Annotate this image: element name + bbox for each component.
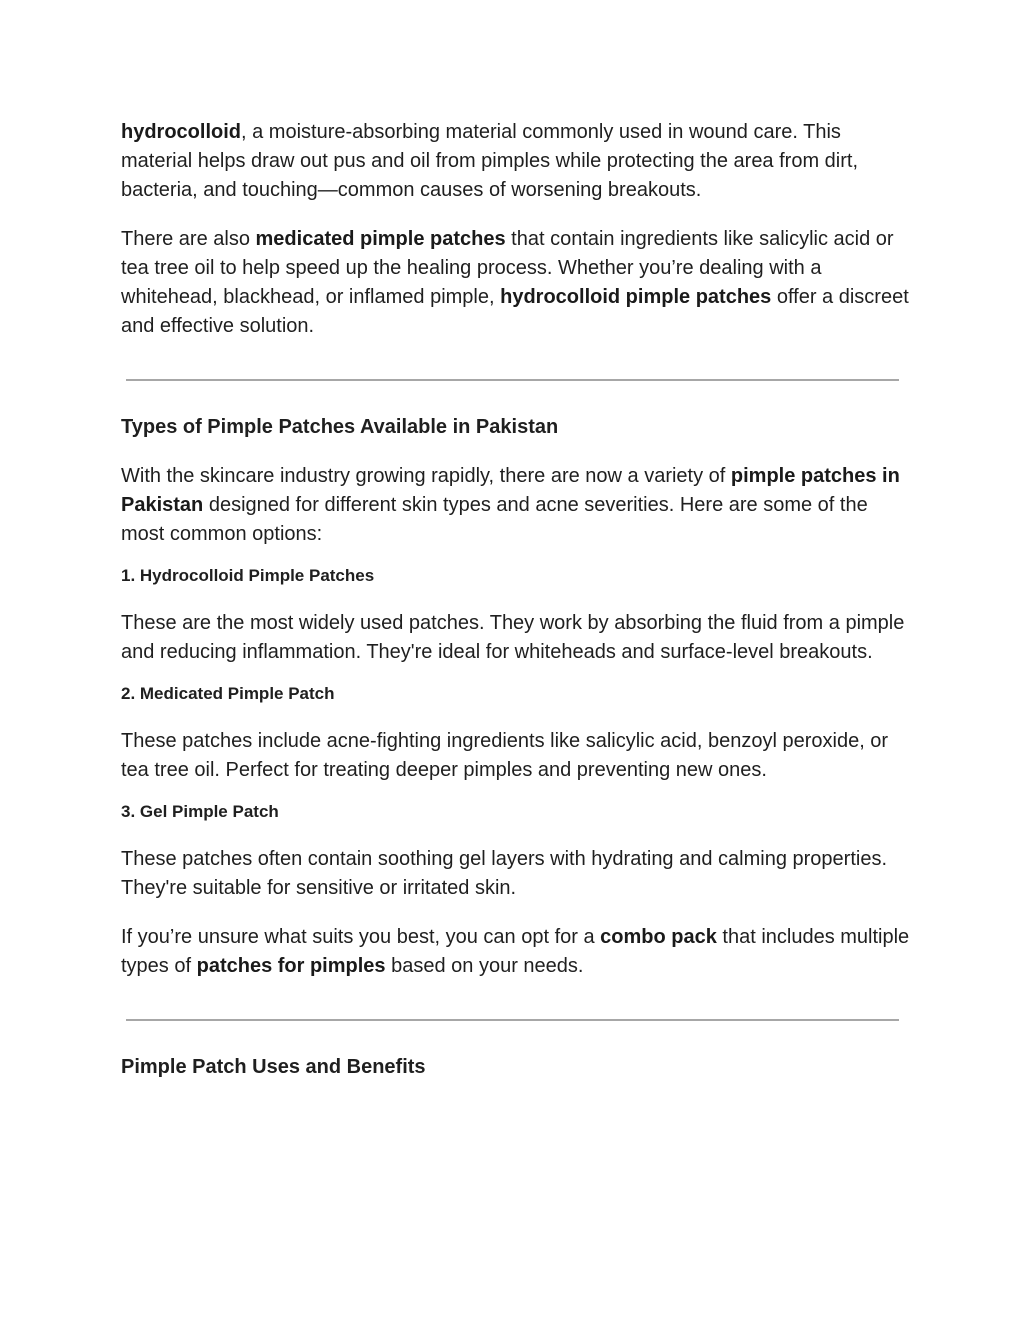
section-heading-uses: Pimple Patch Uses and Benefits	[121, 1056, 426, 1078]
subheading-gel: 3. Gel Pimple Patch	[121, 802, 279, 821]
paragraph-text: that includes multiple types of	[121, 926, 910, 977]
section-divider	[126, 1019, 899, 1021]
types-closing-paragraph	[121, 923, 911, 981]
subheading-hydrocolloid: 1. Hydrocolloid Pimple Patches	[121, 566, 375, 585]
paragraph-text: offer a discreet and effective solution.	[121, 286, 909, 337]
intro-paragraph-1	[121, 118, 911, 205]
medicated-description: These patches include acne-fighting ingredients like salicylic acid, benzoyl peroxide, or tea tree oil. Perfect for treating deeper pimples and preventing new ones.	[121, 730, 889, 781]
types-intro-paragraph	[121, 462, 911, 549]
bold-term: hydrocolloid	[121, 121, 241, 143]
bold-term: medicated pimple patches	[255, 228, 506, 250]
document-page	[121, 118, 911, 1102]
gel-description: These patches often contain soothing gel layers with hydrating and calming properties. They're suitable for sensitive or irritated skin.	[121, 848, 888, 899]
paragraph-text: that contain ingredients like salicylic acid or tea tree oil to help speed up the healing process. Whether you’re dealing with a whitehead, blackhead, or inflamed pimple,	[121, 228, 894, 308]
paragraph-text: designed for different skin types and acne severities. Here are some of the most common options:	[121, 494, 868, 545]
paragraph-text: If you’re unsure what suits you best, you can opt for a	[121, 926, 601, 948]
subheading-medicated: 2. Medicated Pimple Patch	[121, 684, 335, 703]
paragraph-text: There are also	[121, 228, 256, 250]
paragraph-text: , a moisture-absorbing material commonly used in wound care. This material helps draw out pus and oil from pimples while protecting the area from dirt, bacteria, and touching—common causes of worsening breakouts.	[121, 121, 859, 201]
bold-term: pimple patches in Pakistan	[121, 465, 900, 516]
section-heading-types: Types of Pimple Patches Available in Pakistan	[121, 416, 559, 438]
hydrocolloid-description: These are the most widely used patches. They work by absorbing the fluid from a pimple and reducing inflammation. They're ideal for whiteheads and surface-level breakouts.	[121, 612, 905, 663]
intro-paragraph-2	[121, 225, 911, 341]
bold-term: hydrocolloid pimple patches	[500, 286, 772, 308]
bold-term: patches for pimples	[196, 955, 386, 977]
section-divider	[126, 379, 899, 381]
paragraph-text: With the skincare industry growing rapidly, there are now a variety of	[121, 465, 731, 487]
bold-term: combo pack	[600, 926, 717, 948]
paragraph-text: based on your needs.	[385, 955, 584, 977]
